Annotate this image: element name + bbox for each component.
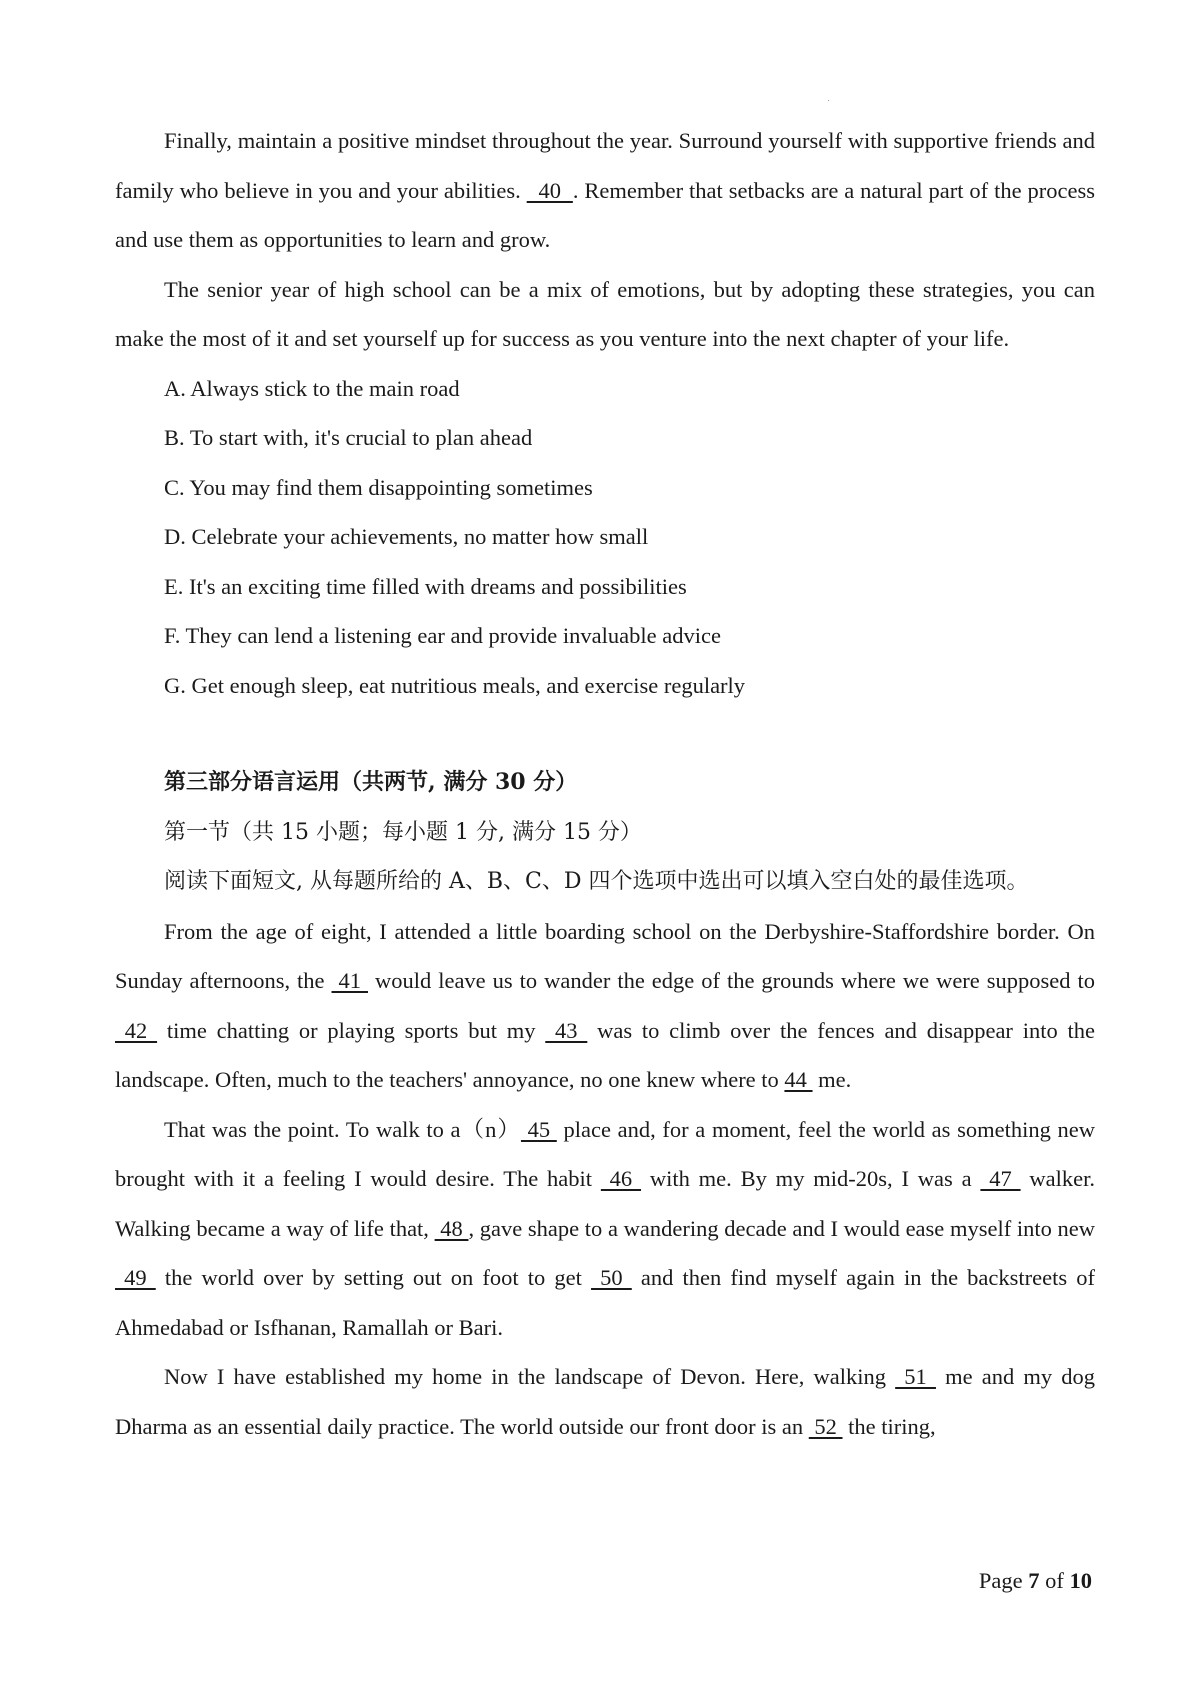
passage-paragraph-conclusion: The senior year of high school can be a mix of emotions, but by adopting these strategies, you can make the most of it and set yourself up for success as you venture into the next chapter of your life. — [115, 276, 1095, 351]
blank-46: 46 — [600, 1166, 642, 1191]
option-f: F. They can lend a listening ear and provide invaluable advice — [164, 623, 721, 648]
page-footer: Page 7 of 10 — [978, 1568, 1092, 1593]
option-c: C. You may find them disappointing sometimes — [164, 474, 593, 500]
section-subheading: 第一节（共 15 小题；每小题 1 分, 满分 15 分） — [164, 819, 642, 845]
blank-43: 43 — [545, 1017, 588, 1043]
option-b: B. To start with, it's crucial to plan ahead — [164, 425, 533, 450]
blank-40: 40 — [526, 177, 573, 203]
blank-44: 44 — [784, 1067, 813, 1092]
option-d: D. Celebrate your achievements, no matter how small — [164, 524, 649, 549]
cloze-paragraph-2: That was the point. To walk to a（n） 45 place and, for a moment, feel the world as something new brought with it a feeling I would desire. The habit 46 with me. By my mid-20s, I was a 47 walker. Walking became a way of life that, 48 , gave shape to a wandering decade and I would ease myself into new 49 the world over by setting out on foot to get 50 and then find myself again in the backstreets of Ahmedabad or Isfhanan, Ramallah or Bari. — [115, 1116, 1096, 1340]
blank-50: 50 — [591, 1265, 632, 1290]
option-e: E. It's an exciting time filled with dreams and possibilities — [164, 573, 687, 599]
blank-51: 51 — [895, 1364, 936, 1389]
passage-paragraph-final — [115, 116, 1095, 265]
blank-47: 47 — [980, 1166, 1021, 1191]
page-content — [115, 116, 1095, 1451]
total-pages: 10 — [1069, 1568, 1092, 1593]
blank-41: 41 — [331, 968, 368, 993]
option-a: A. Always stick to the main road — [164, 375, 460, 401]
blank-48: 48 — [434, 1215, 469, 1241]
paragraph-text: Finally, maintain a positive mindset throughout the year. Surround yourself with supportive friends and family who believe in you and your abilities. — [115, 128, 1095, 203]
blank-49: 49 — [115, 1265, 156, 1290]
paragraph-text: . Remember that setbacks are a natural part of the process and use them as opportunities to learn and grow. — [115, 177, 1095, 252]
blank-45: 45 — [520, 1116, 557, 1142]
current-page-number: 7 — [1028, 1568, 1040, 1593]
cloze-paragraph-1: From the age of eight, I attended a little boarding school on the Derbyshire-Staffordshire border. On Sunday afternoons, the 41 would leave us to wander the edge of the grounds where we were supposed to 42 time chatting or playing sports but my 43 was to climb over the fences and disappear into the landscape. Often, much to the teachers' annoyance, no one knew where to 44 me. — [115, 918, 1095, 1092]
option-g: G. Get enough sleep, eat nutritious meals, and exercise regularly — [164, 672, 746, 698]
blank-52: 52 — [808, 1413, 843, 1439]
blank-42: 42 — [115, 1017, 158, 1043]
section-instruction: 阅读下面短文, 从每题所给的 A、B、C、D 四个选项中选出可以填入空白处的最佳选项。 — [164, 869, 1029, 894]
scan-speck — [828, 100, 829, 101]
cloze-paragraph-3: Now I have established my home in the landscape of Devon. Here, walking 51 me and my dog Dharma as an essential daily practice. The world outside our front door is an 52 the tiring, — [115, 1364, 1095, 1439]
options-list — [115, 364, 1095, 711]
section-heading: 第三部分语言运用（共两节, 满分 30 分） — [164, 769, 578, 795]
